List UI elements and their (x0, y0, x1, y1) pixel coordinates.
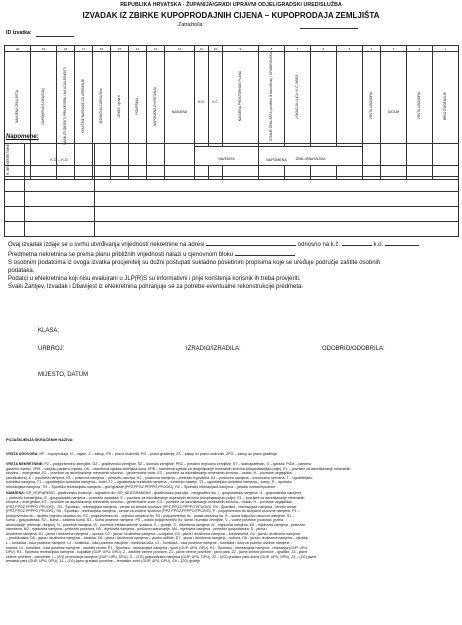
column-header: IZNOS, cijena € (116, 94, 121, 118)
body-line-address: Ovaj izvadak izdaje se u svrhu utvrđivanja vrijednosti nekretnine na adresi odnosno na k.č. k.o. (8, 240, 454, 250)
urbroj-label: URBROJ: (38, 346, 65, 352)
legend-title: POJAŠNJENJA SKRAĆENIH NAZIVA: (6, 438, 74, 442)
col-num: 11 (195, 46, 209, 52)
col-num: 6 (311, 46, 337, 52)
column-header: VRSTA UGOVORA (416, 92, 421, 120)
col-num: 17 (75, 46, 93, 52)
notes-heading: Napomene: (6, 134, 39, 140)
prepared-by-label: IZRADIO/IZRADILA: (186, 346, 241, 352)
legend-contract-types: VRSTA UGOVORA: KP – kupoprodaja, N – najam, Z – zakup, PS – pravo služnosti, PG – pravo građenja, ZS – zakup uz pravo služnosti, ZPG – zakup uz pravo građenja (6, 452, 277, 456)
klasa-label: KLASA: (38, 328, 60, 334)
notes-row (5, 176, 459, 191)
body-text (8, 240, 454, 291)
parcel-blank (342, 240, 372, 246)
column-header-row (5, 52, 459, 147)
column-header: KOLIČINE NAKNADE ZA UREĐENJE (80, 79, 85, 134)
col-num: 19 (31, 46, 57, 52)
col-num: 13 (147, 46, 165, 52)
col-num: 2 (407, 46, 433, 52)
col-num: 10 (209, 46, 223, 52)
notes-header-row (5, 144, 459, 177)
column-header: NAMJENA (171, 109, 188, 114)
notes-table (4, 143, 459, 237)
column-header: STANJE ZEMLJIŠTA (uređeno ili neuređeno) / GRAĐEVINSKA (268, 52, 273, 142)
col-num: 8 (259, 46, 285, 52)
cadastral-blank (385, 240, 419, 246)
col-num: 16 (93, 46, 111, 52)
price-block-blank (235, 250, 295, 256)
column-header: BROJ EVIDENCIJE (442, 92, 447, 121)
extract-id-line (36, 36, 74, 37)
document-title: IZVADAK IZ ZBIRKE KUPOPRODAJNIH CIJENA – KUPOPRODAJA ZEMLJIŠTA (82, 11, 380, 20)
group-header-zk: ZEMLJIŠNA KNJIGA (295, 157, 326, 162)
body-line-privacy-end: podataka. (8, 267, 35, 274)
column-header: JEDINIČNA CIJENA €/m² (98, 88, 103, 125)
col-num: 4 (363, 46, 381, 52)
column-header: NAMJENA PROSTORNOG PLANA (237, 71, 242, 122)
body-line-archive: Svaki Zahtjev, Izvadak i Dbavijest iz eNekretnina pohranjuje se za potrebe eventualne rekonstrukcije predmeta. (8, 283, 304, 290)
notes-row (5, 206, 459, 221)
notes-col-note: NAPOMENA (95, 144, 459, 177)
address-blank (206, 240, 296, 246)
column-header: VRSTA UGOVORA (368, 92, 373, 120)
legend-property-types: VRSTA NEKRETNINE: PZ – poljoprivredno zemljište, GZ – građevinsko zemljište, ŠZ – šumsko zemljište, PRZ – prirodno neplodno zemljište, ST – stan/apartman, G – garaža, PGM – parkirno garažno mjesto, VPM – vanjsko parkirno mjesto, OK – stambena zgrada-obiteljska kuća, KPB – stambena zgrada za iznajmljivanje mineralnih sirovina (eksploatacijsko polje), E1 – površine za iskorištavanje mineralnih sirovina – energetske, E2 – površine za iskorištavanje mineralnih sirovina – geotermalne vode, E3 – površine za iskorištavanje mineralnih sirovina – ostalo, H – površine uzgajališta (akvakultura), K – poslovna namjena, K1 – poslovna namjena – pretežito uslužna, K2 – poslovna namjena – pretežito trgovačka, K3 – poslovna namjena – komunalno servisna, T – ugostiteljsko turistička namjena, T1 – ugostiteljsko turistička namjena – hotel, T2 – ugostiteljsko turistička namjena – turističko naselje, T3 – ugostiteljsko turistička namjena – kamp, R – športsko rekreacijska namjena , R1 – Športsko rekreacijska namjena – golf igralište (PPŽ,PPGZ,PPPPO,PPUO/G), R2 – Športsko rekreacijska namjena – jahački centar/hipodrom (6, 462, 351, 489)
column-header: DATUM (387, 109, 400, 114)
place-date-label: MIJESTO, DATUM (38, 372, 89, 378)
col-num: 9 (223, 46, 259, 52)
col-num: 5 (337, 46, 363, 52)
column-header: NAPOMENA O KRETANJU (152, 86, 157, 126)
body-line-info: Podatci u eNekretnina koji nisu evaluirani u JLP(R)S su informativni i prije korištenja korisnik ih treba provjeriti. (8, 275, 301, 282)
notes-col-parcel: K.Č. – K.O. (25, 144, 95, 177)
notes-col-number: R. BR. NEKRETNINE (5, 144, 10, 175)
col-num: 20 (5, 46, 31, 52)
column-header-kc: K.Č. (212, 100, 219, 105)
col-num: 12 (165, 46, 195, 52)
column-header: LOKACIJA ULICA I K.Č. BROJ (294, 74, 299, 119)
legend-purpose: NAMJENA: GP_IZGRAĐENO - građevinsko područje - izgrađeni dio, GP_NEIZGRAĐENO - građevinsko područje - neizgrađeni dio, I - gospodarska namjena, I1 - gospodarska namjena – pretežito industrijska, I2 - gospodarska namjena – pretežito zanatska, E – površine za iskorištavanje mineralnih sirovina (eksploatacijsko polje), E1 – površine za iskorištavanje mineralnih sirovina – energetske, E2 – površine za iskorištavanje mineralnih sirovina – geotermalne vode, E3 – površine za iskorištavanje mineralnih sirovina – ostalo, H – površine uzgajališta (PPŽ,PPGZ,PPPPO,PPUO/G) , R3 - Športsko - rekreacijska namjena - centar za zimske športove (PPŽ,PPGZ,PPPPO,PPUO/G), R4 - Športsko - rekreacijska namjena - teniski centar (PPŽ,PPGZ,PPPPO,PPUO/G), R5 - Športsko - rekreacijska namjena - centar za vodene športove (PPŽ,PPGZ,PPPPO,PPUO/G), P - poljoprivredno tlo isključivo osnovne namjene, P1 – poljoprivredno tlo - osobito vrijedno obradivo tlo, P2 - poljoprivredno tlo - vrijedno obradivo tlo, P3 - poljoprivredno tlo - ostala obradiva tla, Š – šuma isključivo osnovne namjene, Š1 – šuma – gospodarska, Š2 – šuma – zaštitna šuma, Š3 – šuma posebne namjene, PŠ – ostalo poljoprivredno tlo, šume i šumsko zemljište, V – vodne površine (vodotoci, jezera, akumulacije, retencije, ribnjaci), N - posebna namjena, IS - površine infrastrukturnih sustava, G – groblje, S - stambena namjena, M - mješovita namjena, M1 - mješovita namjena - pretežito stambena, M2 - mješovita namjena - pretežito poslovna, N5 - mješovita namjena - poslovno stanovanje, M4 - mješovita namjena - pretežito gospodarska, D - javna i društvena namjena, D1 - javna i društvena namjena – uprava, D2 - javna i društvena namjena – socijalna, D3 - javna i društvena namjena – zdravstvena, D4 - javna i društvena namjena – predškolska, D5 - javna i društvena namjena – školska, D6 - javna i društvena namjena – visoko učilište, D7 - javna i društvena namjena – kultura, D8 - javna i društvena namjena – vjerska, L – turistička - luka posebne namjene, L1 - turistička - luka posebne namjene - turistička luka, L3 - Turistička - luka posebne namjene - turistička - luka za potrebe osobne namjene – marina, L4 - turistička - luka posebne namjene - nautički centar, R1 - Športsko - rekreacijska namjena - sport (GUP, UPU, DPU), R2 - Športsko - rekreacijska namjena - rekreacija (GUP, UPU, DPU), R3 - Športsko rekreacijska namjena - kupalište (GUP, UPU, DPU), Z - zaštitne zelene površine, Z1 - javne zelene površine - javni park, Z2 - javne zelene površine - igralište, Z3 - javne zelene površine - odmorište, i – (ZG) prozvodnja namjene (GUP, UPU, DPU), G – (ZG) gospodarska namjena (GUP, UPU, DPU), Z2 – (ZG) gradske park-šume (GUP, UPU, DPU), Z3 – (ZG) javne tematski park (GUP, UPU, DPU), Z4 – (ZG) javno gradsko površine – tematske zone (GUP, UPU, DPU), G9 – (ZG) groblje (6, 491, 317, 564)
column-header: POVRŠINA (134, 97, 139, 115)
column-header-ko: K.O. (198, 100, 205, 105)
approved-by-label: ODOBRIO/ODOBRILA: (322, 346, 385, 352)
col-num: 15 (111, 46, 129, 52)
notes-row (5, 191, 459, 206)
column-header: NAMJENA ZEMLJIŠTA (14, 89, 19, 123)
column-header: NAPOMENA (LOKACIJA) (40, 87, 45, 125)
col-num: 14 (129, 46, 147, 52)
body-line-block: Predmetna nekretnina se prema planu približnih vrijednosti nalazi u cjenovnom bloku (8, 250, 454, 260)
requested-by-line (300, 28, 358, 29)
column-header: NAJBLIŽI OBJEKTI PRIMJERENI / NA UDALJENOSTI (62, 67, 67, 145)
notes-row (5, 221, 459, 236)
header-jurisdiction: REPUBLIKA HRVATSKA - ŽUPANIJA/GRAD/ UPRAVNI ODJEL/GRADSKI URED/SLUŽBA (120, 2, 342, 8)
body-line-privacy: S osobnim podatcima iz ovoga izvatka procjenitelj su dužni postupati sukladno posebnim propisima koje se uređuje područje zaštite osobnih (8, 259, 381, 266)
col-num: 18 (57, 46, 75, 52)
extract-id-label: ID izvatka: (6, 30, 32, 36)
col-num: 1 (433, 46, 459, 52)
col-num: 3 (381, 46, 407, 52)
col-num: 7 (285, 46, 311, 52)
group-header-upravni: NAVEDENI (218, 157, 235, 162)
requested-by-label: Zatražio/la: (178, 22, 204, 28)
